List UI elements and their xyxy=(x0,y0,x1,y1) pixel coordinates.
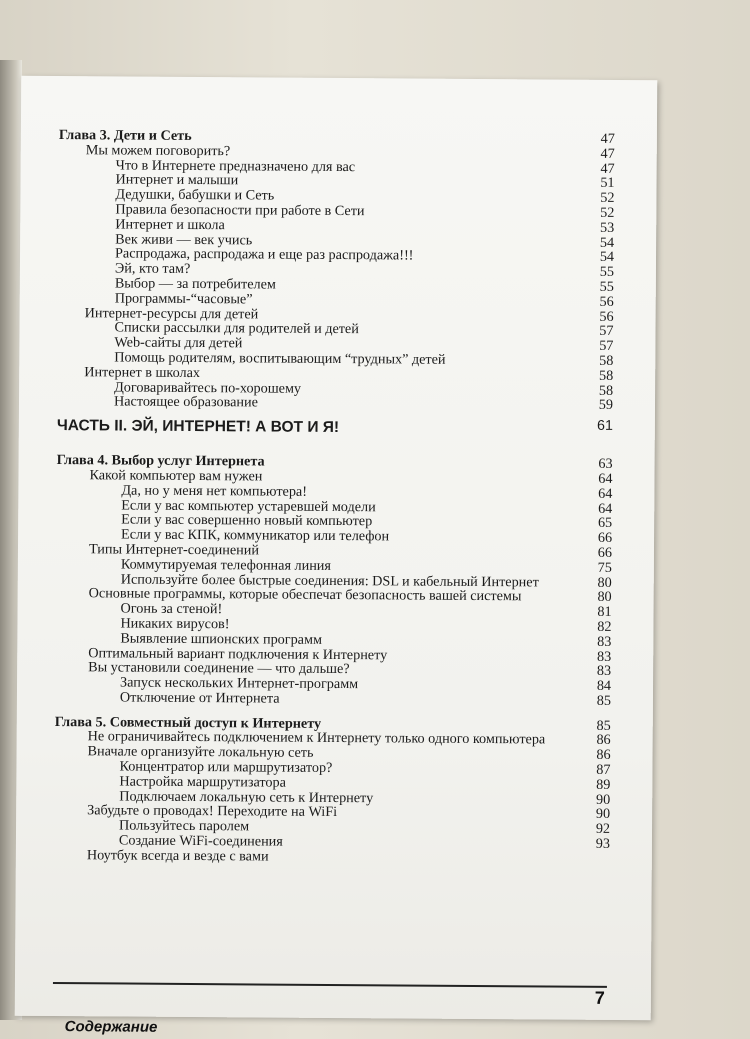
entry-title: Выявление шпионских программ xyxy=(120,630,323,648)
entry-title: Отключение от Интернета xyxy=(119,689,280,707)
entry-page-number: 65 xyxy=(597,515,613,532)
entry-page-number: 83 xyxy=(597,648,612,665)
entry-page-number: 64 xyxy=(598,485,613,502)
entry-title: Оптимальный вариант подключения к Интернету xyxy=(88,644,388,663)
book-page xyxy=(15,76,658,1036)
entry-title: Пользуйтесь паролем xyxy=(118,817,250,835)
entry-page-number: 90 xyxy=(595,806,611,823)
entry-page-number: 75 xyxy=(597,559,612,576)
entry-title: Коммутируемая телефонная линия xyxy=(120,556,331,574)
entry-title: Интернет в школах xyxy=(84,363,201,381)
entry-page-number: 52 xyxy=(600,204,615,221)
entry-page-number: 90 xyxy=(596,791,611,808)
entry-title: Глава 5. Совместный доступ к Интернету xyxy=(54,713,322,732)
entry-title: Что в Интернете предназначено для вас xyxy=(115,157,356,175)
entry-page-number: 57 xyxy=(599,323,614,340)
entry-title: Web-сайты для детей xyxy=(114,334,243,352)
entry-title: Глава 4. Выбор услуг Интернета xyxy=(56,452,265,470)
entry-title: Настоящее образование xyxy=(113,393,258,411)
entry-title: Распродажа, распродажа и еще раз распродажа!!! xyxy=(114,245,414,264)
entry-page-number: 56 xyxy=(599,293,614,310)
table-of-contents xyxy=(54,128,615,867)
entry-title: Забудьте о проводах! Переходите на WiFi xyxy=(87,802,338,821)
entry-title: Используйте более быстрые соединения: DSL и кабельный Интернет xyxy=(120,571,539,590)
section-label: Содержание xyxy=(64,1018,158,1036)
entry-title: Запуск нескольких Интернет-программ xyxy=(119,674,359,693)
entry-title: Интернет-ресурсы для детей xyxy=(84,304,259,323)
entry-page-number: 47 xyxy=(600,130,615,147)
entry-title: Настройка маршрутизатора xyxy=(119,773,286,791)
entry-page-number: 58 xyxy=(598,367,614,384)
entry-title: Интернет и школа xyxy=(115,216,225,233)
entry-page-number: 85 xyxy=(596,717,611,734)
entry-page-number: 84 xyxy=(596,677,612,695)
entry-title: Какой компьютер вам нужен xyxy=(89,467,263,485)
entry-page-number: 47 xyxy=(600,160,615,177)
entry-page-number: 80 xyxy=(597,574,612,591)
entry-page-number: 58 xyxy=(599,352,614,369)
entry-page-number: 82 xyxy=(597,618,612,635)
entry-title: Если у вас компьютер устаревшей модели xyxy=(121,497,376,515)
entry-title: Дедушки, бабушки и Сеть xyxy=(115,186,275,204)
page-number: 7 xyxy=(594,987,605,1008)
entry-title: Если у вас КПК, коммуникатор или телефон xyxy=(121,526,390,545)
entry-title: Если у вас совершенно новый компьютер xyxy=(121,511,373,530)
entry-page-number: 47 xyxy=(600,145,615,162)
entry-page-number: 56 xyxy=(599,308,614,325)
entry-page-number: 53 xyxy=(599,219,615,236)
entry-page-number: 83 xyxy=(597,633,612,650)
entry-title: Вначале организуйте локальную сеть xyxy=(87,743,314,762)
entry-title: Да, но у меня нет компьютера! xyxy=(121,482,308,500)
entry-page-number: 80 xyxy=(597,589,612,606)
toc-entry xyxy=(54,848,610,867)
entry-title: Подключаем локальную сеть к Интернету xyxy=(119,788,374,806)
entry-title: Не ограничивайтесь подключением к Интернету только одного компьютера xyxy=(87,728,546,748)
entry-title: Типы Интернет-соединений xyxy=(88,541,260,559)
entry-title: Эй, кто там? xyxy=(114,260,191,278)
entry-page-number: 63 xyxy=(598,455,613,473)
footer-rule xyxy=(53,982,607,988)
entry-title: Основные программы, которые обеспечат безопасность вашей системы xyxy=(88,585,522,605)
entry-title: Мы можем поговорить? xyxy=(85,142,231,160)
entry-title: Помощь родителям, воспитывающим “трудных” детей xyxy=(114,349,446,368)
part-entry xyxy=(57,409,613,447)
entry-title: Выбор — за потребителем xyxy=(114,275,276,293)
entry-page-number: 58 xyxy=(598,382,614,399)
entry-title: Программы-“часовые” xyxy=(114,290,253,308)
entry-page-number: 59 xyxy=(598,397,614,414)
entry-page-number: 85 xyxy=(596,692,611,709)
entry-title: Концентратор или маршрутизатор? xyxy=(119,758,333,777)
entry-page-number: 92 xyxy=(595,821,611,838)
entry-page-number: 86 xyxy=(596,747,611,764)
entry-page-number: 89 xyxy=(596,776,611,793)
entry-title: Огонь за стеной! xyxy=(120,600,223,618)
entry-page-number: 86 xyxy=(596,732,611,749)
entry-title: Списки рассылки для родителей и детей xyxy=(114,319,359,338)
entry-page-number: 83 xyxy=(596,663,612,680)
entry-page-number: 64 xyxy=(598,470,613,487)
entry-page-number: 66 xyxy=(597,529,613,547)
entry-title: Век живи — век учись xyxy=(115,231,253,248)
entry-page-number: 81 xyxy=(597,603,612,621)
entry-page-number: 52 xyxy=(600,190,615,207)
entry-page-number: 54 xyxy=(599,249,615,266)
entry-title: Никаких вирусов! xyxy=(120,615,230,633)
entry-page-number: 55 xyxy=(599,264,614,281)
entry-title: Создание WiFi-соединения xyxy=(118,832,283,850)
entry-title: Вы установили соединение — что дальше? xyxy=(88,659,350,678)
entry-title: Ноутбук всегда и везде с вами xyxy=(86,847,269,865)
entry-title: Интернет и малыши xyxy=(115,171,239,189)
entry-title: Глава 3. Дети и Сеть xyxy=(58,127,192,144)
entry-page-number: 54 xyxy=(599,234,615,251)
entry-page-number: 93 xyxy=(595,835,610,852)
entry-page-number: 66 xyxy=(597,544,613,561)
entry-page-number: 55 xyxy=(599,278,614,295)
entry-page-number: 51 xyxy=(600,175,615,192)
entry-title: Договаривайтесь по-хорошему xyxy=(114,378,302,397)
entry-title: ЧАСТЬ II. ЭЙ, ИНТЕРНЕТ! А ВОТ И Я! xyxy=(56,417,340,437)
entry-page-number: 57 xyxy=(599,337,614,355)
entry-title: Правила безопасности при работе в Сети xyxy=(115,201,365,220)
entry-page-number: 61 xyxy=(597,417,613,435)
entry-page-number: 64 xyxy=(598,500,613,517)
entry-page-number: 87 xyxy=(596,761,611,778)
